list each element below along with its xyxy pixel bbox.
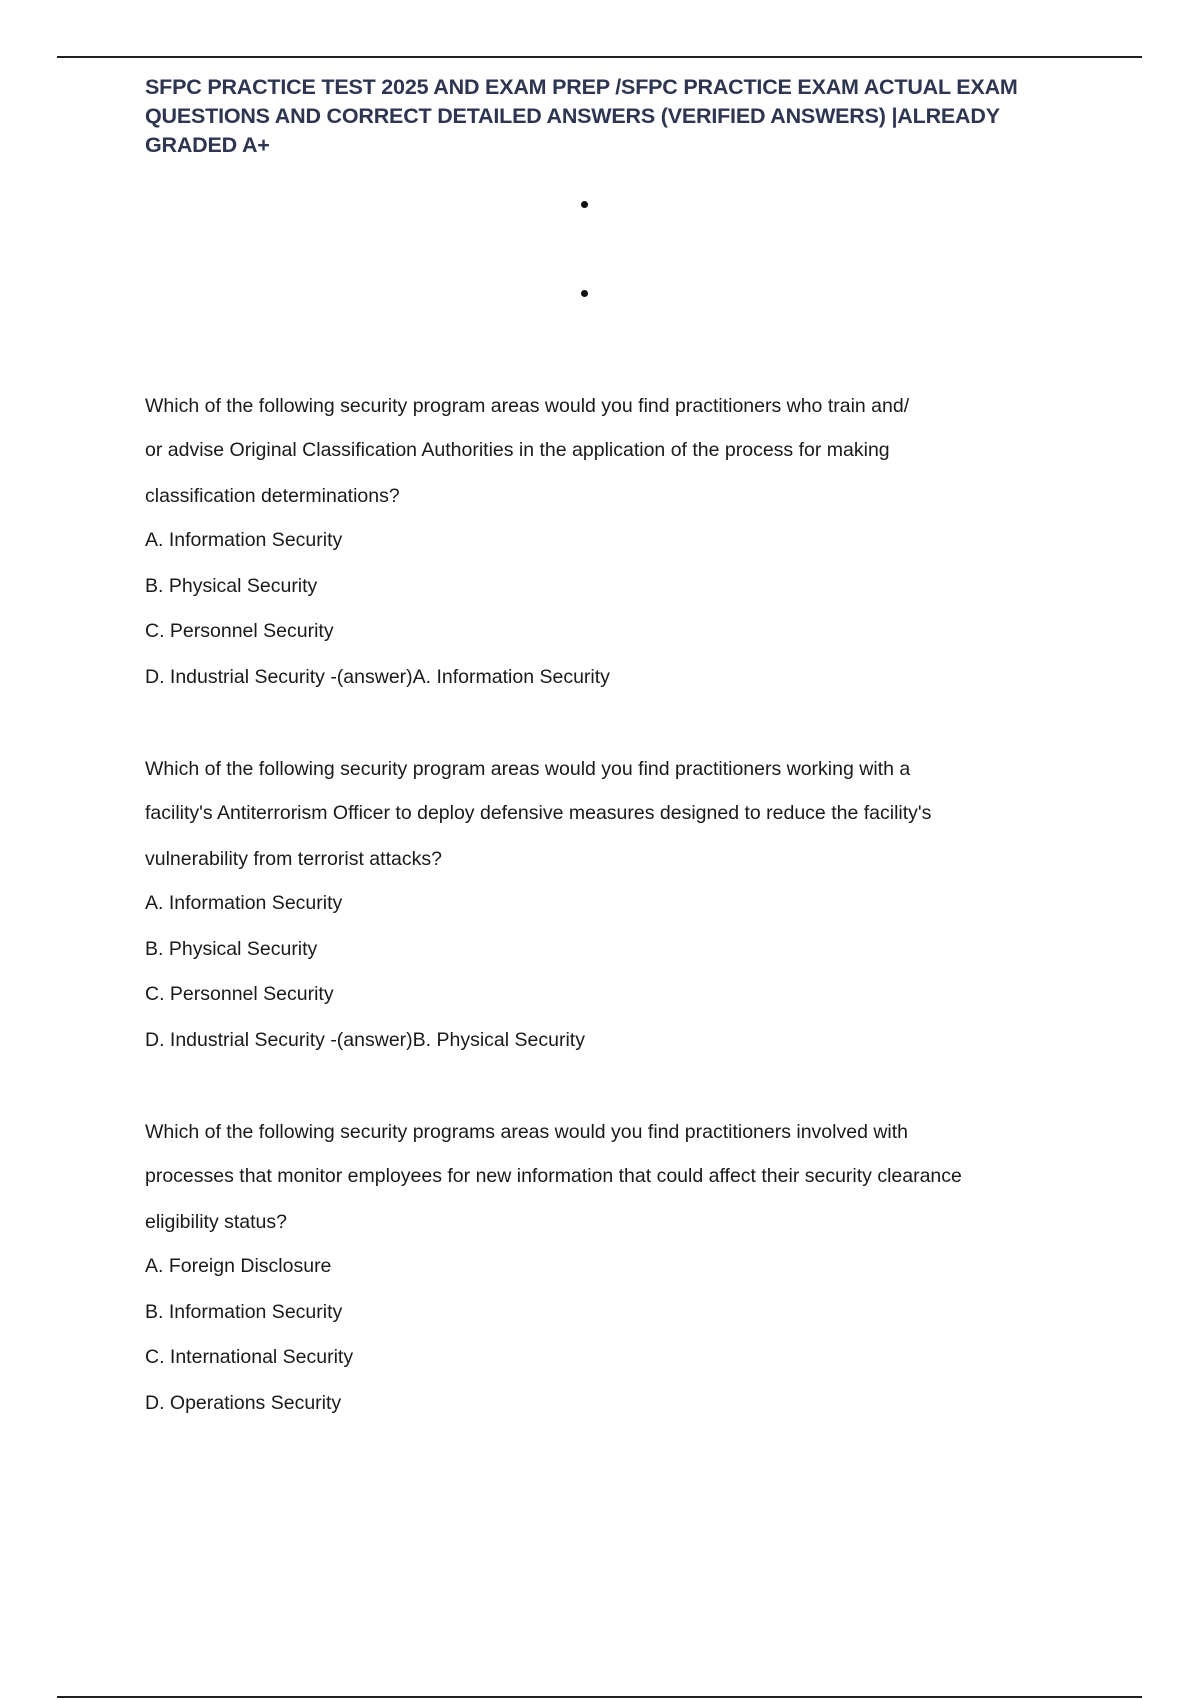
question-3-option-a: A. Foreign Disclosure (145, 1255, 332, 1277)
question-1-stem-line: or advise Original Classification Authorities in the application of the process for making (145, 439, 890, 461)
bullet-point (581, 290, 588, 297)
question-3-stem-line: Which of the following security programs areas would you find practitioners involved with (145, 1121, 909, 1143)
question-1-stem-line: classification determinations? (145, 485, 400, 507)
footer-rule (57, 1696, 1142, 1698)
header-rule (57, 56, 1142, 58)
question-2-stem-line: vulnerability from terrorist attacks? (145, 848, 442, 870)
question-1-option-d-answer: D. Industrial Security -(answer)A. Information Security (145, 666, 610, 688)
question-3-stem-line: eligibility status? (145, 1211, 287, 1233)
question-3-option-c: C. International Security (145, 1346, 354, 1368)
question-2-option-b: B. Physical Security (145, 938, 318, 960)
question-2-stem-line: facility's Antiterrorism Officer to deploy defensive measures designed to reduce the facility's (145, 802, 932, 824)
question-2-option-a: A. Information Security (145, 892, 343, 914)
question-1-option-c: C. Personnel Security (145, 620, 334, 642)
question-1-option-a: A. Information Security (145, 529, 343, 551)
question-3-option-d: D. Operations Security (145, 1392, 342, 1414)
bullet-point (581, 201, 588, 208)
document-title: SFPC PRACTICE TEST 2025 AND EXAM PREP /SFPC PRACTICE EXAM ACTUAL EXAM QUESTIONS AND CORRECT DETAILED ANSWERS (VERIFIED ANSWERS) |ALREADY GRADED A+ (145, 75, 1018, 157)
question-3-option-b: B. Information Security (145, 1301, 343, 1323)
question-2-option-c: C. Personnel Security (145, 983, 334, 1005)
question-1-option-b: B. Physical Security (145, 575, 318, 597)
question-1-stem-line: Which of the following security program areas would you find practitioners who train and/ (145, 395, 910, 417)
question-3-stem-line: processes that monitor employees for new information that could affect their security clearance (145, 1165, 962, 1187)
question-2-stem-line: Which of the following security program areas would you find practitioners working with a (145, 758, 911, 780)
question-2-option-d-answer: D. Industrial Security -(answer)B. Physical Security (145, 1029, 585, 1051)
